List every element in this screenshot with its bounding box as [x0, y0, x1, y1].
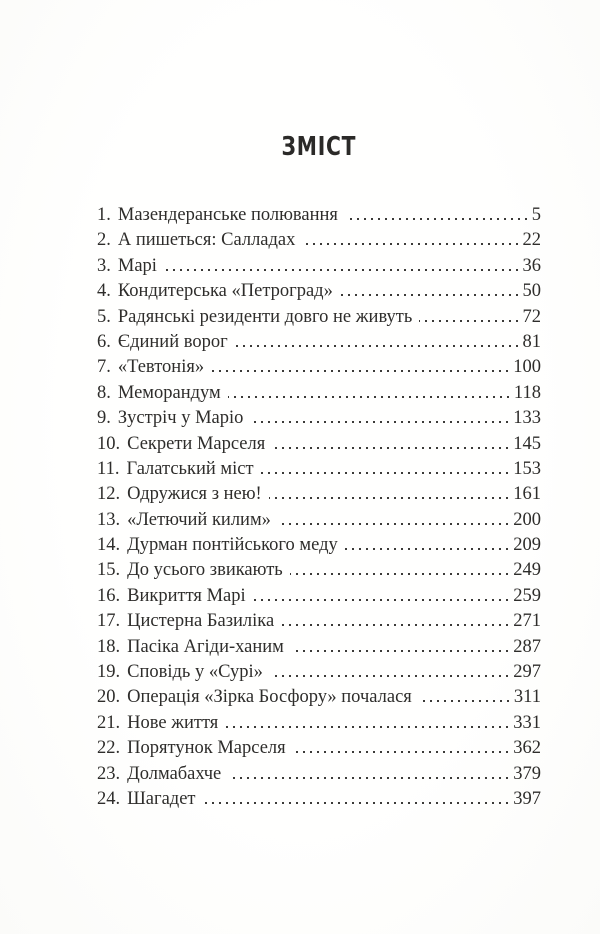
chapter-number: 23. — [97, 763, 121, 784]
chapter-title: А пишеться: Салладах — [117, 230, 296, 251]
dot-leader — [228, 777, 513, 779]
chapter-number: 15. — [97, 560, 121, 581]
toc-entry — [97, 482, 541, 507]
chapter-title: Меморандум — [117, 382, 221, 403]
dot-leader — [203, 802, 514, 804]
chapter-number: 6. — [97, 331, 111, 352]
page-number: 153 — [513, 458, 541, 479]
chapter-number: 3. — [97, 255, 111, 276]
chapter-number: 21. — [97, 712, 121, 733]
toc-entry — [97, 508, 541, 533]
dot-leader — [261, 472, 514, 474]
toc-entry — [97, 330, 541, 355]
dot-leader — [164, 269, 523, 271]
chapter-number: 14. — [97, 535, 121, 556]
chapter-title: Зустріч у Маріо — [117, 408, 244, 429]
page-number: 287 — [513, 636, 541, 657]
page-number: 50 — [522, 281, 541, 302]
page-number: 36 — [522, 255, 541, 276]
dot-leader — [291, 650, 513, 652]
chapter-title: Операція «Зірка Босфору» почалася — [127, 687, 412, 708]
toc-entry — [97, 305, 541, 330]
chapter-title: Викриття Марі — [127, 585, 246, 606]
toc-entry — [97, 457, 541, 482]
chapter-title: Порятунок Марселя — [127, 738, 286, 759]
chapter-number: 20. — [97, 687, 121, 708]
dot-leader — [290, 573, 514, 575]
dot-leader — [250, 421, 513, 423]
page-title: ЗМІСТ — [281, 132, 357, 162]
dot-leader — [253, 599, 514, 601]
chapter-title: Сповідь у «Сурі» — [127, 662, 263, 683]
dot-leader — [228, 396, 514, 398]
page-number: 249 — [513, 560, 541, 581]
page-number: 271 — [513, 611, 541, 632]
toc-entry — [97, 660, 541, 685]
dot-leader — [293, 751, 514, 753]
toc-entry — [97, 762, 541, 787]
dot-leader — [281, 624, 513, 626]
toc-entry — [97, 736, 541, 761]
chapter-title: Дурман понтійського меду — [127, 535, 338, 556]
toc-entry — [97, 432, 541, 457]
chapter-title: Марі — [117, 255, 157, 276]
chapter-number: 18. — [97, 636, 121, 657]
chapter-number: 10. — [97, 433, 121, 454]
toc-entry — [97, 381, 541, 406]
toc-entry — [97, 203, 541, 228]
toc-entry — [97, 533, 541, 558]
chapter-title: Долмабахче — [127, 763, 222, 784]
page-number: 81 — [522, 331, 541, 352]
page-number: 379 — [513, 763, 541, 784]
page-number: 297 — [513, 662, 541, 683]
chapter-number: 8. — [97, 382, 111, 403]
page-number: 118 — [513, 382, 541, 403]
chapter-title: Пасіка Агіди-ханим — [127, 636, 284, 657]
chapter-number: 7. — [97, 357, 111, 378]
dot-leader — [235, 345, 523, 347]
page-number: 5 — [531, 205, 541, 225]
chapter-number: 5. — [97, 306, 111, 327]
toc-entry — [97, 254, 541, 279]
toc-entry — [97, 787, 541, 812]
chapter-number: 13. — [97, 509, 121, 530]
chapter-number: 1. — [97, 205, 111, 225]
dot-leader — [272, 447, 513, 449]
page-number: 397 — [513, 788, 541, 809]
page-title-row — [97, 132, 541, 162]
chapter-number: 12. — [97, 484, 121, 505]
chapter-title: Цистерна Базиліка — [127, 611, 275, 632]
dot-leader — [278, 523, 513, 525]
chapter-number: 22. — [97, 738, 121, 759]
toc-entry — [97, 584, 541, 609]
toc-entry — [97, 558, 541, 583]
page-number: 72 — [522, 306, 541, 327]
dot-leader — [345, 218, 532, 220]
chapter-title: «Тевтонія» — [117, 357, 205, 378]
page-number: 331 — [513, 712, 541, 733]
chapter-number: 11. — [97, 458, 120, 479]
chapter-number: 16. — [97, 585, 121, 606]
chapter-title: Нове життя — [127, 712, 219, 733]
toc-entry — [97, 635, 541, 660]
page-number: 133 — [513, 408, 541, 429]
chapter-number: 19. — [97, 662, 121, 683]
chapter-number: 24. — [97, 788, 121, 809]
page-number: 311 — [513, 687, 541, 708]
dot-leader — [225, 726, 513, 728]
page-number: 259 — [513, 585, 541, 606]
dot-leader — [419, 320, 522, 322]
toc-entry — [97, 228, 541, 253]
page-number: 209 — [513, 535, 541, 556]
chapter-number: 4. — [97, 281, 111, 302]
chapter-title: Секрети Марселя — [127, 433, 266, 454]
page-number: 200 — [513, 509, 541, 530]
chapter-number: 9. — [97, 408, 111, 429]
dot-leader — [302, 243, 522, 245]
chapter-number: 2. — [97, 230, 111, 251]
toc-entry — [97, 406, 541, 431]
toc-entry — [97, 711, 541, 736]
toc-entry — [97, 609, 541, 634]
page-number: 362 — [513, 738, 541, 759]
dot-leader — [269, 497, 514, 499]
dot-leader — [419, 700, 514, 702]
chapter-title: Радянські резиденти довго не живуть — [117, 306, 413, 327]
toc-list — [97, 203, 541, 812]
chapter-title: Мазендеранське полювання — [117, 205, 338, 225]
toc-entry — [97, 279, 541, 304]
chapter-title: «Летючий килим» — [127, 509, 271, 530]
page-number: 161 — [513, 484, 541, 505]
dot-leader — [345, 548, 514, 550]
page-number: 100 — [513, 357, 541, 378]
toc-entry — [97, 355, 541, 380]
dot-leader — [211, 370, 513, 372]
dot-leader — [270, 675, 513, 677]
chapter-number: 17. — [97, 611, 121, 632]
chapter-title: Кондитерська «Петроград» — [117, 281, 333, 302]
chapter-title: Шагадет — [127, 788, 196, 809]
page-number: 22 — [522, 230, 541, 251]
toc-entry — [97, 685, 541, 710]
chapter-title: Галатський міст — [126, 458, 254, 479]
chapter-title: Єдиний ворог — [117, 331, 228, 352]
dot-leader — [340, 294, 523, 296]
chapter-title: До усього звикають — [127, 560, 283, 581]
chapter-title: Одружися з нею! — [127, 484, 262, 505]
page-number: 145 — [513, 433, 541, 454]
